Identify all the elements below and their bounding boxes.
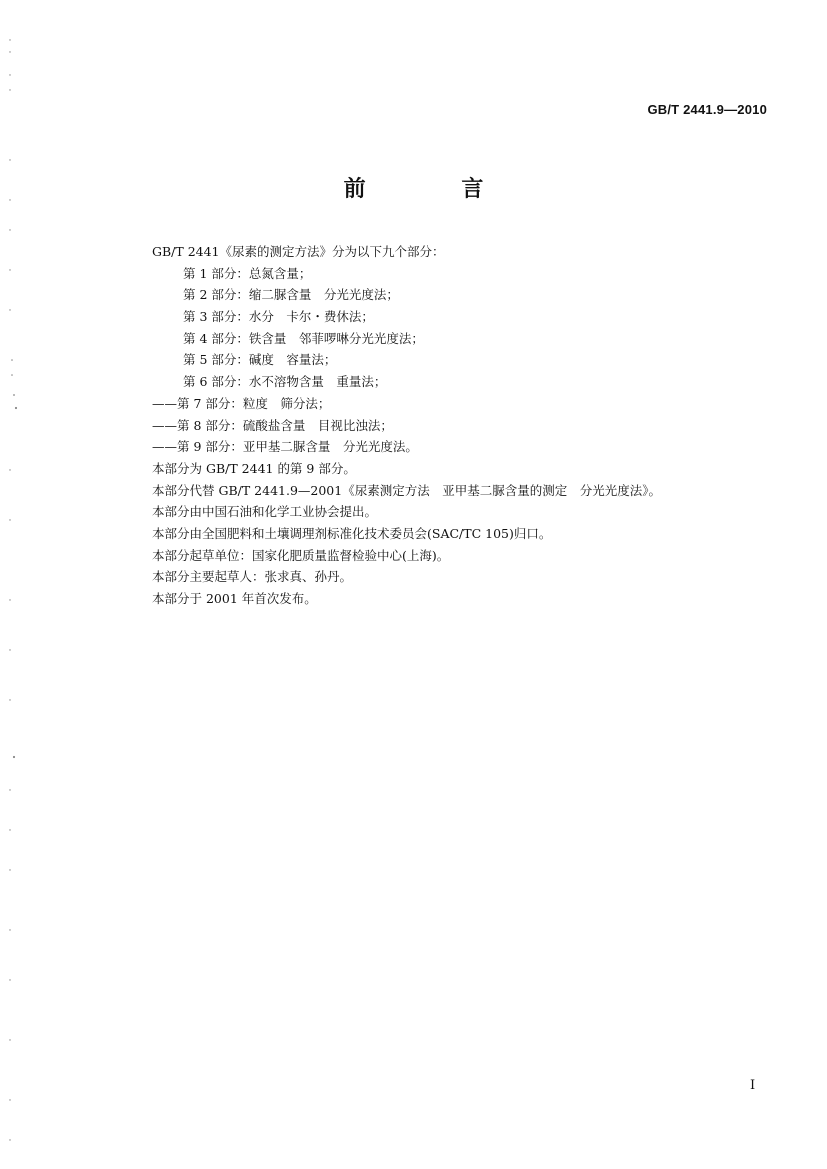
page-title: 前 言 [343,177,528,202]
parts-list [152,263,772,458]
part-text: 第 9 部分：亚甲基二脲含量 分光光度法。 [177,439,418,455]
part-dash: —— [152,439,177,455]
statement-line: 本部分代替 GB/T 2441.9—2001《尿素测定方法 亚甲基二脲含量的测定 分光光度法》。 [152,482,661,498]
part-item [152,415,772,437]
part-dash: —— [152,395,177,411]
part-item [152,306,772,328]
standard-code: GB/T 2441.9—2010 [647,102,767,117]
statement-line: 本部分主要起草人：张求真、孙丹。 [152,569,353,585]
part-text: 第 5 部分：碱度 容量法； [183,352,337,368]
part-text: 第 8 部分：硫酸盐含量 目视比浊法； [177,417,393,433]
part-text: 第 1 部分：总氮含量； [183,265,312,281]
part-item [152,263,772,285]
part-text: 第 2 部分：缩二脲含量 分光光度法； [183,287,399,303]
statement-line: 本部分由全国肥料和土壤调理剂标准化技术委员会(SAC/TC 105)归口。 [152,525,552,541]
foreword-body [152,241,772,610]
statement-line: 本部分为 GB/T 2441 的第 9 部分。 [152,460,356,476]
part-item [152,284,772,306]
part-item [152,349,772,371]
part-item [152,371,772,393]
statement-line: 本部分起草单位：国家化肥质量监督检验中心(上海)。 [152,547,450,563]
part-text: 第 6 部分：水不溶物含量 重量法； [183,374,387,390]
part-item [152,436,772,458]
part-text: 第 7 部分：粒度 筛分法； [177,395,331,411]
part-text: 第 4 部分：铁含量 邻菲啰啉分光光度法； [183,330,424,346]
statement-line: 本部分由中国石油和化学工业协会提出。 [152,504,378,520]
part-text: 第 3 部分：水分 卡尔・费休法； [183,309,374,325]
part-item [152,328,772,350]
intro-line: GB/T 2441《尿素的测定方法》分为以下九个部分： [152,244,445,259]
part-item [152,393,772,415]
part-dash: —— [152,417,177,433]
statement-line: 本部分于 2001 年首次发布。 [152,591,317,606]
page-number: I [750,1078,756,1093]
